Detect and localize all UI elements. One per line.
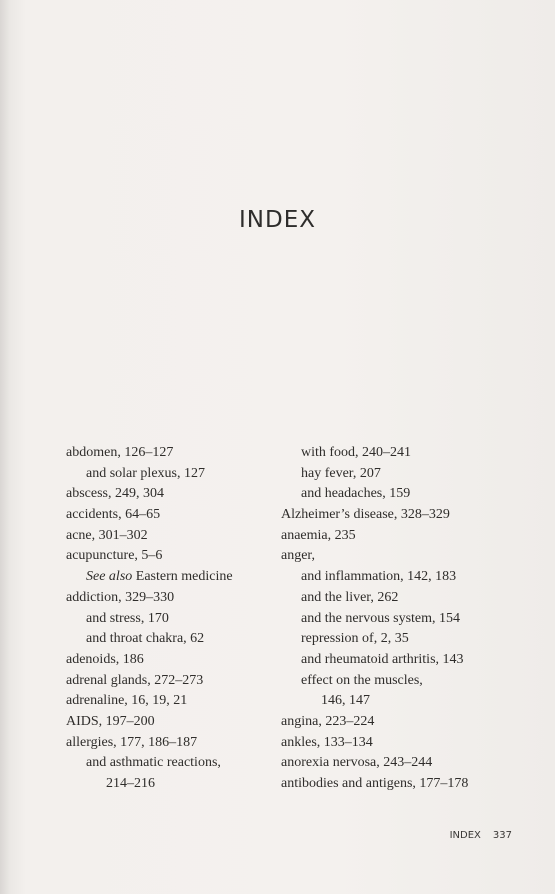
index-entry [66,443,266,464]
index-entry-text: antibodies and antigens, 177–178 [281,776,469,791]
index-entry-text: and the liver, 262 [301,589,399,605]
index-entry-text: angina, 223–224 [281,713,375,729]
index-entry [281,712,511,733]
index-column-right [281,443,511,795]
see-also-label: See also [86,569,133,585]
index-entry-text: and rheumatoid arthritis, 143 [301,651,464,667]
index-entry-text: adrenal glands, 272–273 [66,672,204,688]
index-entry [66,671,266,692]
index-entry [66,546,266,567]
index-entry [281,609,511,630]
index-entry-text: anger, [281,548,316,564]
index-entry [281,753,511,774]
index-entry-text: addiction, 329–330 [66,589,175,605]
index-entry [281,650,511,671]
index-entry [66,712,266,733]
index-entry [66,733,266,754]
page-title: INDEX [239,207,316,233]
index-entry [281,526,511,547]
index-entry [281,464,511,485]
index-entry-text: acupuncture, 5–6 [66,548,163,564]
index-entry [66,567,266,588]
index-entry-text: and throat chakra, 62 [86,631,205,647]
index-entry [281,505,511,526]
index-entry-text: 146, 147 [321,693,370,709]
index-entry-text: and stress, 170 [86,610,169,626]
index-entry [66,691,266,712]
index-entry [281,774,511,795]
index-entry-text: accidents, 64–65 [66,507,161,523]
index-entry-text: effect on the muscles, [301,672,423,688]
footer-section-label: INDEX [449,830,481,841]
index-entry-text: AIDS, 197–200 [66,713,155,729]
index-entry [281,588,511,609]
index-entry [281,484,511,505]
index-entry-text: and solar plexus, 127 [86,465,205,481]
index-entry [66,650,266,671]
index-entry [66,774,266,795]
index-entry [66,629,266,650]
index-entry-text: hay fever, 207 [301,465,381,481]
index-entry-text: ankles, 133–134 [281,734,373,750]
index-entry [66,609,266,630]
index-entry [281,691,511,712]
index-entry [66,464,266,485]
index-entry [66,505,266,526]
index-entry [281,671,511,692]
index-entry-text: repression of, 2, 35 [301,631,409,647]
index-entry-text: 214–216 [106,776,155,791]
index-entry [66,526,266,547]
index-entry-text: and headaches, 159 [301,486,411,502]
index-entry-text: and inflammation, 142, 183 [301,569,457,585]
index-entry-text: Eastern medicine [132,569,233,585]
index-entry [66,588,266,609]
index-entry-text: adrenaline, 16, 19, 21 [66,693,188,709]
index-entry-text: abdomen, 126–127 [66,445,174,460]
index-entry [281,567,511,588]
page-number: 337 [492,830,512,841]
index-entry-text: abscess, 249, 304 [66,486,164,502]
index-entry-text: anorexia nervosa, 243–244 [281,755,433,771]
index-entry-text: allergies, 177, 186–187 [66,734,198,750]
index-entry-text: anaemia, 235 [281,527,356,543]
index-entry [281,546,511,567]
index-column-left [66,443,266,795]
index-entry [281,629,511,650]
index-entry [281,443,511,464]
index-entry [66,753,266,774]
index-entry-text: acne, 301–302 [66,527,148,543]
index-entry-text: and the nervous system, 154 [301,610,461,626]
index-entry [66,484,266,505]
index-entry-text: adenoids, 186 [66,651,144,667]
index-entry-text: Alzheimer’s disease, 328–329 [281,507,450,523]
index-entry-text: and asthmatic reactions, [86,755,221,771]
index-entry-text: with food, 240–241 [301,445,412,460]
index-entry [281,733,511,754]
running-footer [450,830,512,841]
